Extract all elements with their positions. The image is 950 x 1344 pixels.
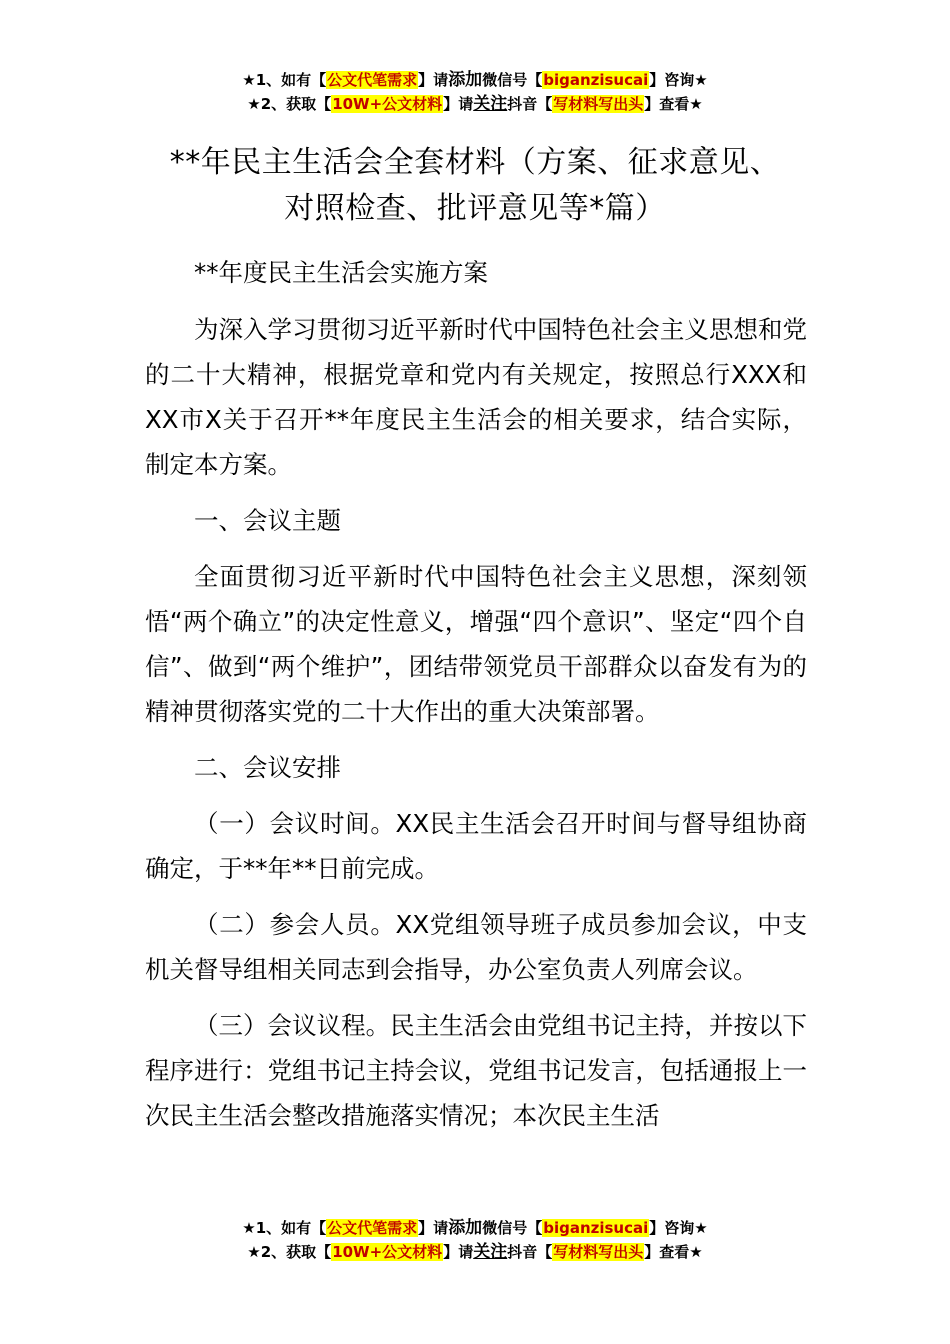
star-icon: ★ (242, 71, 256, 89)
star-icon: ★ (247, 95, 261, 113)
banner-line-2: ★2、获取【10W+公文材料】请关注抖音【写材料写出头】查看★ (247, 1242, 703, 1262)
banner-line-1: ★1、如有【公文代笔需求】请添加微信号【biganzisucai】咨询★ (242, 70, 708, 90)
highlight-wechat-id: biganzisucai (543, 71, 649, 89)
paragraph-theme: 全面贯彻习近平新时代中国特色社会主义思想，深刻领悟“两个确立”的决定性意义，增强“四个意识”、坚定“四个自信”、做到“两个维护”，团结带领党员干部群众以奋发有为的精神贯彻落实党的二十大作出的重大决策部署。 (145, 562, 807, 726)
star-icon: ★ (242, 1219, 256, 1237)
highlight-wechat-id: biganzisucai (543, 1219, 649, 1237)
title-line-2: 对照检查、批评意见等*篇） (284, 191, 666, 226)
star-icon: ★ (694, 71, 708, 89)
paragraph-intro: 为深入学习贯彻习近平新时代中国特色社会主义思想和党的二十大精神，根据党章和党内有关规定，按照总行XXX和XX市X关于召开**年度民主生活会的相关要求，结合实际，制定本方案。 (145, 315, 807, 479)
star-icon: ★ (689, 95, 703, 113)
highlight-douyin-id: 写材料写出头 (553, 95, 644, 113)
highlight-service: 公文代笔需求 (327, 1219, 418, 1237)
bottom-banner (0, 1216, 950, 1264)
highlight-douyin-id: 写材料写出头 (553, 1243, 644, 1261)
paragraph-agenda: （三）会议议程。民主生活会由党组书记主持，并按以下程序进行：党组书记主持会议，党组书记发言，包括通报上一次民主生活会整改措施落实情况；本次民主生活 (145, 1011, 807, 1130)
heading-arrangement: 二、会议安排 (194, 753, 341, 782)
document-body (145, 250, 807, 1149)
highlight-materials: 10W+公文材料 (332, 95, 443, 113)
banner-line-2: ★2、获取【10W+公文材料】请关注抖音【写材料写出头】查看★ (247, 94, 703, 114)
star-icon: ★ (247, 1243, 261, 1261)
section-subtitle: **年度民主生活会实施方案 (194, 258, 488, 287)
star-icon: ★ (689, 1243, 703, 1261)
star-icon: ★ (694, 1219, 708, 1237)
top-banner (0, 68, 950, 116)
title-line-1: **年民主生活会全套材料（方案、征求意见、 (169, 145, 781, 180)
banner-line-1: ★1、如有【公文代笔需求】请添加微信号【biganzisucai】咨询★ (242, 1218, 708, 1238)
heading-theme: 一、会议主题 (194, 506, 341, 535)
paragraph-time: （一）会议时间。XX民主生活会召开时间与督导组协商确定，于**年**日前完成。 (145, 809, 807, 883)
highlight-service: 公文代笔需求 (327, 71, 418, 89)
paragraph-attendees: （二）参会人员。XX党组领导班子成员参加会议，中支机关督导组相关同志到会指导，办公室负责人列席会议。 (145, 910, 807, 984)
highlight-materials: 10W+公文材料 (332, 1243, 443, 1261)
document-title (110, 140, 840, 232)
